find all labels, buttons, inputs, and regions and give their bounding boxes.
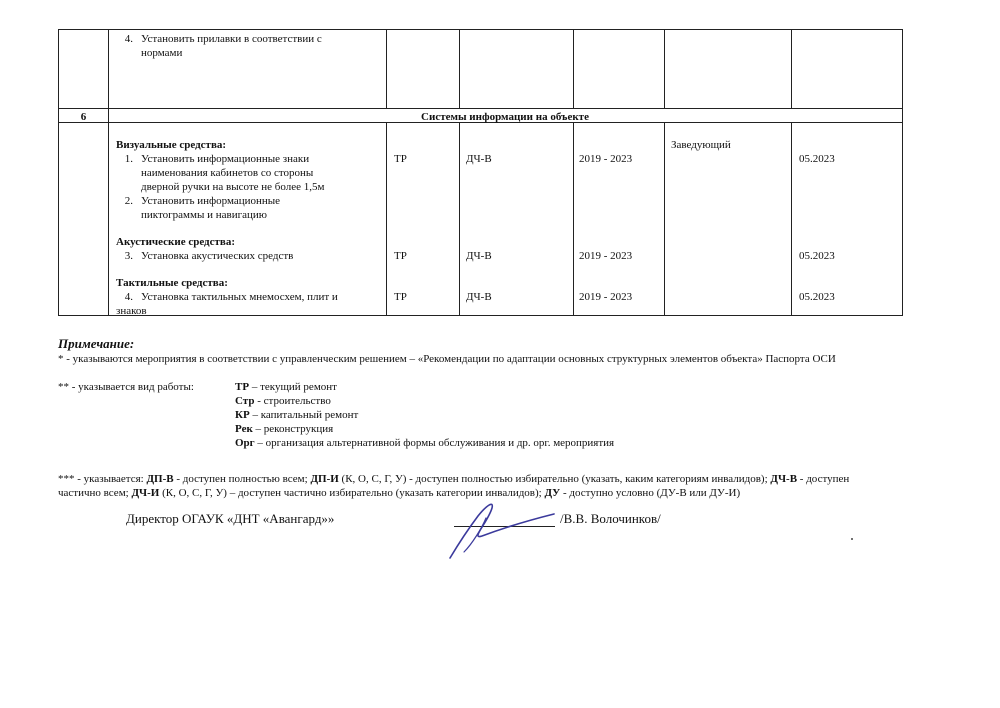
measures-table [58, 29, 903, 316]
prev-item-text-cont: нормами [141, 47, 183, 59]
visual-item-1: 1. Установить информационные знаки наименования кабинетов со стороны дверной ручки на высоте не более 1,5м [124, 153, 325, 193]
prev-item [119, 32, 322, 60]
handwritten-signature [442, 492, 562, 564]
signatory-position: Директор ОГАУК «ДНТ «Авангард»» [126, 511, 335, 526]
acoustic-status: ДЧ-В [466, 250, 492, 262]
visual-item-2: 2. Установить информационные пиктограммы и навигацию [124, 195, 281, 221]
work-type-org: Орг – организация альтернативной формы обслуживания и др. орг. мероприятия [235, 437, 615, 449]
acoustic-period: 2019 - 2023 [579, 250, 633, 262]
tactile-type: ТР [394, 291, 407, 303]
visual-type: ТР [394, 153, 407, 165]
tactile-status: ДЧ-В [466, 291, 492, 303]
visual-responsible: Заведующий [671, 139, 731, 151]
note-work-type-label: ** - указывается вид работы: [58, 381, 194, 393]
acoustic-heading: Акустические средства: [116, 236, 236, 248]
row-divider [59, 108, 902, 109]
work-types-legend [58, 380, 938, 466]
tactile-date: 05.2023 [799, 291, 835, 303]
note-measures: * - указываются мероприятия в соответствии с управленческим решением – «Рекомендации по адаптации основных структурных элементов объекта» Паспорта ОСИ [58, 353, 836, 365]
col-divider [791, 30, 792, 108]
col-divider [386, 122, 387, 315]
notes-title: Примечание: [58, 336, 135, 351]
prev-item-text: Установить прилавки в соответствии с [141, 33, 322, 45]
col-divider [108, 30, 109, 315]
col-divider [664, 30, 665, 108]
work-type-str: Стр - строительство [235, 395, 331, 407]
col-divider [386, 30, 387, 108]
signatory-name: /В.В. Волочинков/ [560, 511, 661, 526]
tactile-item: 4. Установка тактильных мнемосхем, плит и знаков [116, 291, 338, 317]
acoustic-item: 3. Установка акустических средств [124, 250, 294, 262]
col-divider [573, 122, 574, 315]
visual-date: 05.2023 [799, 153, 835, 165]
section-title: Системы информации на объекте [421, 111, 589, 123]
col-divider [459, 122, 460, 315]
notes-section [58, 336, 938, 500]
tactile-period: 2019 - 2023 [579, 291, 633, 303]
acoustic-date: 05.2023 [799, 250, 835, 262]
prev-item-num: 4. [124, 33, 133, 45]
visual-status: ДЧ-В [466, 153, 492, 165]
col-divider [664, 122, 665, 315]
acoustic-type: ТР [394, 250, 407, 262]
visual-period: 2019 - 2023 [579, 153, 633, 165]
section-number: 6 [80, 111, 87, 123]
col-divider [573, 30, 574, 108]
work-type-rek: Рек – реконструкция [235, 423, 334, 435]
col-divider [459, 30, 460, 108]
work-type-kr: КР – капитальный ремонт [235, 409, 359, 421]
scan-speck [851, 538, 853, 540]
col-divider [791, 122, 792, 315]
work-type-tr: ТР – текущий ремонт [235, 381, 337, 393]
note-accessibility: *** - указывается: ДП-В - доступен полностью всем; ДП-И (К, О, С, Г, У) - доступен полностью избирательно (указать, каким категориям инвалидов); ДЧ-В - доступен частично всем; ДЧ-И (К, О, С, Г, У) – доступен частично избирательно (указать категории инвалидов); ДУ - доступно условно (ДУ-В или ДУ-И) [58, 473, 850, 499]
tactile-heading: Тактильные средства: [116, 277, 228, 289]
visual-heading: Визуальные средства: [116, 139, 227, 151]
